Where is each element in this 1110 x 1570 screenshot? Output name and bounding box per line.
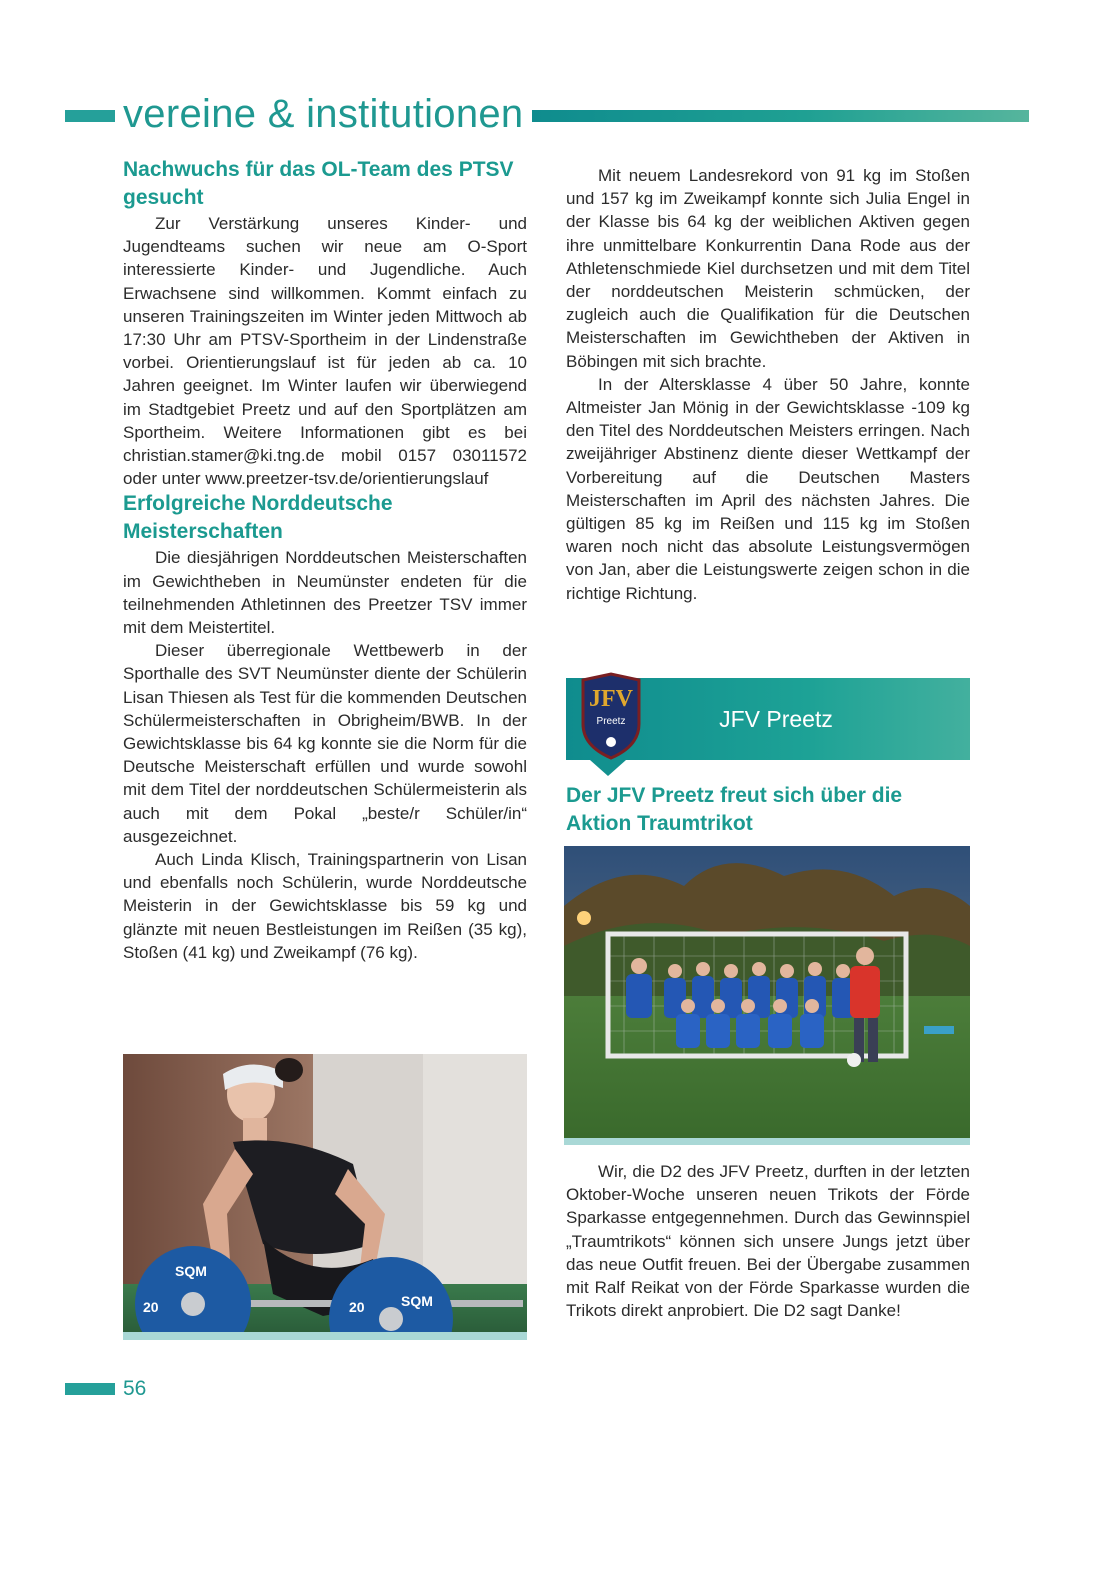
jfv-banner-pointer bbox=[590, 760, 626, 776]
article1-headline: Nachwuchs für das OL-Team des PTSV gesucht bbox=[123, 158, 514, 209]
article2-headline: Erfolgreiche Norddeutsche Meisterschaften bbox=[123, 492, 393, 544]
plate-label: 20 bbox=[349, 1299, 365, 1315]
team-photo bbox=[564, 846, 970, 1138]
article2-paragraph: In der Altersklasse 4 über 50 Jahre, konnte Altmeister Jan Mönig in der Gewichtsklasse -109 kg den Titel des Norddeutschen Meisters erringen. Nach zweijähriger Abstinenz diente dieser Wettkampf der Vorbereitung auf die Deutschen Masters Meisterschaften im April des nächsten Jahres. Die gültigen 85 kg im Reißen und 115 kg im Stoßen waren noch nicht das absolute Leistungsvermögen von Jan, aber die Leistungswerte zeigen schon in die richtige Richtung. bbox=[566, 374, 970, 603]
plate-label: 20 bbox=[143, 1299, 159, 1315]
article1-paragraph: Zur Verstärkung unseres Kinder- und Jugendteams suchen wir neue am O-Sport interessierte Kinder- und Jugendliche. Auch Erwachsene sind willkommen. Kommt einfach zu unseren Trainingszeiten im Winter jeden Mittwoch ab 17:30 Uhr am PTSV-Sportheim in der Lindenstraße vorbei. Orientierungslauf ist für jeden ab ca. 10 Jahren geeignet. Im Winter laufen wir überwiegend im Stadtgebiet Preetz und auf den Sportplätzen am Sportheim. Weitere Informationen gibt es bei christian.stamer@ki.tng.de mobil 0157 03011572 oder unter www.preetzer-tsv.de/orientierungslauf bbox=[123, 214, 527, 489]
section-title: vereine & institutionen bbox=[123, 92, 524, 136]
jfv-article bbox=[566, 782, 970, 838]
plate-label: SQM bbox=[175, 1263, 207, 1279]
plate-label: SQM bbox=[401, 1293, 433, 1309]
jfv-logo-subtext: Preetz bbox=[596, 716, 626, 727]
weightlifting-photo bbox=[123, 1054, 527, 1332]
right-column bbox=[566, 164, 970, 605]
footer-bar bbox=[65, 1383, 115, 1395]
article2-paragraph: Mit neuem Landesrekord von 91 kg im Stoßen und 157 kg im Zweikampf konnte sich Julia Engel in der Klasse bis 64 kg der weiblichen Aktiven gegen ihre unmittelbare Konkurrentin Dana Rode aus der Athletenschmiede Kiel durchsetzen und mit dem Titel der norddeutschen Meisterin schmücken, der zugleich auch die Qualifikation für die Deutschen Meisterschaften im Gewichtheben der Aktiven in Böbingen mit sich brachte. bbox=[566, 166, 970, 371]
jfv-paragraph: Wir, die D2 des JFV Preetz, durften in der letzten Oktober-Woche unseren neuen Trikots der Förde Sparkasse entgegennehmen. Durch das Gewinnspiel „Traumtrikots“ können sich unsere Jungs jetzt über das neue Outfit freuen. Bei der Übergabe zusammen mit Ralf Reikat von der Förde Sparkasse wurden die Trikots direkt anprobiert. Die D2 sagt Danke! bbox=[566, 1162, 970, 1321]
left-column bbox=[123, 156, 527, 964]
jfv-banner-title: JFV Preetz bbox=[719, 706, 833, 732]
jfv-logo-letters: JFV bbox=[589, 686, 633, 712]
weightlifting-photo-graphic bbox=[123, 1054, 527, 1332]
header-bar-right bbox=[532, 110, 1029, 122]
photo-strip bbox=[564, 1138, 970, 1145]
page-number: 56 bbox=[123, 1377, 147, 1400]
article2-paragraph: Dieser überregionale Wettbewerb in der Sporthalle des SVT Neumünster diente der Schülerin Lisan Thiesen als Test für die kommenden Deutschen Schülermeisterschaften in Obrigheim/BWB. In der Gewichtsklasse bis 64 kg konnte sie die Norm für die Deutsche Meisterschaft erfüllen und wurde sowohl mit dem Titel der norddeutschen Schülermeisterin als auch mit dem Pokal „beste/r Schüler/in“ ausgezeichnet. bbox=[123, 641, 527, 846]
team-photo-graphic bbox=[564, 846, 970, 1138]
header-bar-left bbox=[65, 110, 115, 122]
photo-strip bbox=[123, 1332, 527, 1340]
article2-paragraph: Auch Linda Klisch, Trainingspartnerin von Lisan und ebenfalls noch Schülerin, wurde Norddeutsche Meisterin in der Gewichtsklasse bis 59 kg und glänzte mit neuen Bestleistungen im Reißen (35 kg), Stoßen (41 kg) und Zweikampf (76 kg). bbox=[123, 850, 527, 962]
jfv-text-column bbox=[566, 1160, 970, 1322]
jfv-headline: Der JFV Preetz freut sich über die Aktion Traumtrikot bbox=[566, 784, 903, 835]
article2-paragraph: Die diesjährigen Norddeutschen Meisterschaften im Gewichtheben in Neumünster endeten für die teilnehmenden Athletinnen des Preetzer TSV immer mit dem Meistertitel. bbox=[123, 548, 527, 638]
